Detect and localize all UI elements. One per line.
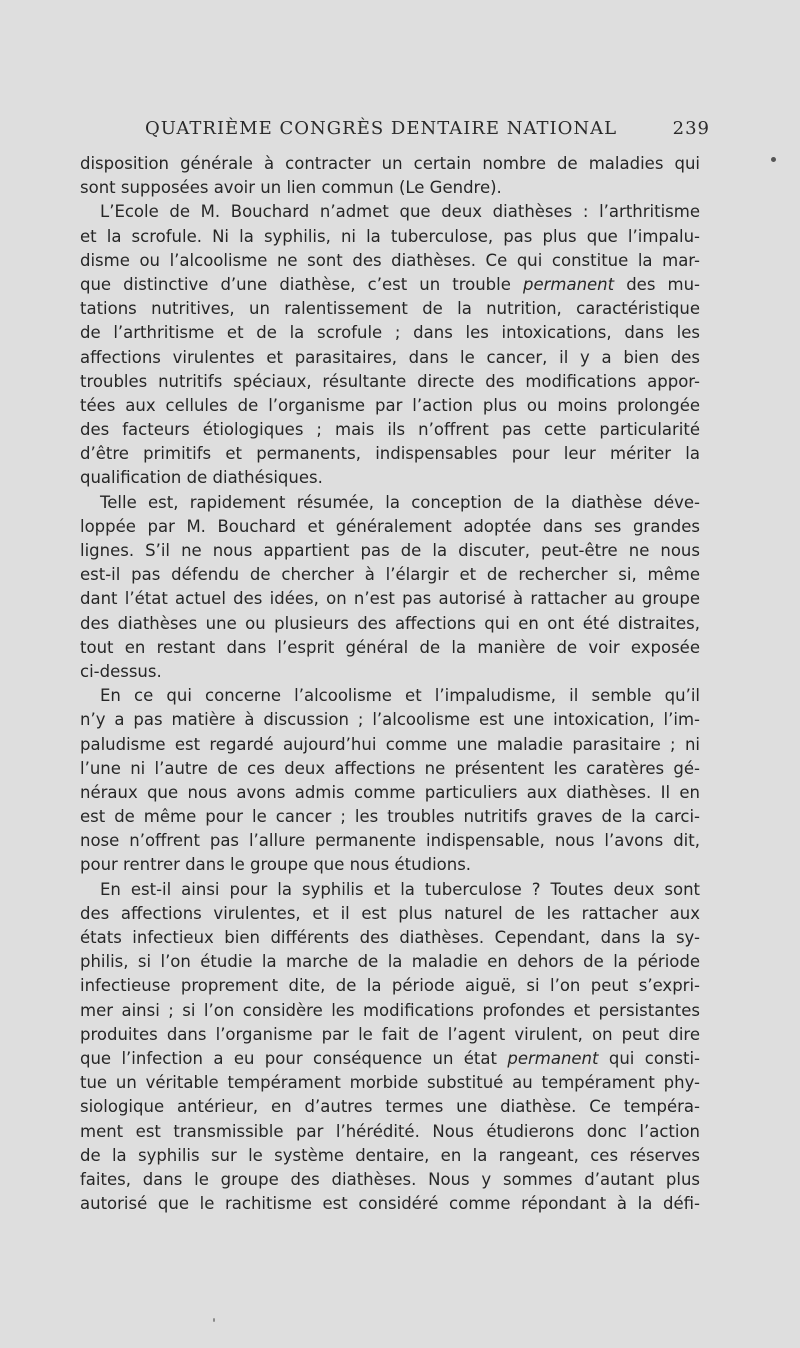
text-segment: produites dans l’organisme par le fait de l’agent virulent, on peut dire xyxy=(80,1024,700,1044)
text-line xyxy=(80,660,700,684)
text-segment: n’y a pas matière à discussion ; l’alcoolisme est une intoxication, l’im- xyxy=(80,710,700,730)
text-line xyxy=(80,708,700,732)
text-segment: néraux que nous avons admis comme particuliers aux diathèses. Il en xyxy=(80,782,700,802)
body-text xyxy=(80,152,700,1216)
text-segment: que distinctive d’une diathèse, c’est un trouble xyxy=(80,274,523,294)
text-line xyxy=(80,515,700,539)
text-segment: pour rentrer dans le groupe que nous étudions. xyxy=(80,855,472,875)
text-line xyxy=(80,684,700,708)
text-segment: ment est transmissible par l’hérédité. Nous étudierons donc l’action xyxy=(80,1121,700,1141)
text-segment: En ce qui concerne l’alcoolisme et l’impaludisme, il semble qu’il xyxy=(100,686,700,706)
text-segment: troubles nutritifs spéciaux, résultante directe des modifications appor- xyxy=(80,371,700,391)
text-line xyxy=(80,853,700,877)
text-segment: est-il pas défendu de chercher à l’élargir et de rechercher si, même xyxy=(80,565,700,585)
text-line xyxy=(80,370,700,394)
text-line xyxy=(80,757,700,781)
text-segment: disposition générale à contracter un certain nombre de maladies qui xyxy=(80,154,700,173)
paper-speck xyxy=(213,1318,215,1322)
text-segment: tue un véritable tempérament morbide substitué au tempérament phy- xyxy=(80,1073,700,1093)
text-line xyxy=(80,878,700,902)
text-segment: autorisé que le rachitisme est considéré comme répondant à la défi- xyxy=(80,1194,700,1214)
text-line xyxy=(80,200,700,224)
text-line xyxy=(80,999,700,1023)
text-line xyxy=(80,418,700,442)
text-line xyxy=(80,926,700,950)
text-line xyxy=(80,974,700,998)
text-line xyxy=(80,273,700,297)
page-number: 239 xyxy=(672,118,710,139)
text-segment: que l’infection a eu pour conséquence un état xyxy=(80,1048,508,1068)
text-line xyxy=(80,733,700,757)
text-line xyxy=(80,829,700,853)
text-segment: des affections virulentes, et il est plus naturel de les rattacher aux xyxy=(80,903,700,923)
text-line xyxy=(80,152,700,176)
text-line xyxy=(80,225,700,249)
text-line xyxy=(80,1120,700,1144)
text-line xyxy=(80,1071,700,1095)
text-segment: philis, si l’on étudie la marche de la maladie en dehors de la période xyxy=(80,952,700,972)
text-segment: dant l’état actuel des idées, on n’est pas autorisé à rattacher au groupe xyxy=(80,589,700,609)
text-segment: disme ou l’alcoolisme ne sont des diathèses. Ce qui constitue la mar- xyxy=(80,250,700,270)
text-line xyxy=(80,1047,700,1071)
text-segment: qualification de diathésiques. xyxy=(80,468,323,488)
running-title: QUATRIÈME CONGRÈS DENTAIRE NATIONAL xyxy=(145,118,618,139)
text-segment: affections virulentes et parasitaires, dans le cancer, il y a bien des xyxy=(80,347,700,367)
text-segment: infectieuse proprement dite, de la période aiguë, si l’on peut s’expri- xyxy=(80,976,700,996)
text-line xyxy=(80,1095,700,1119)
text-line xyxy=(80,539,700,563)
text-segment: qui consti- xyxy=(598,1048,700,1068)
text-segment: Telle est, rapidement résumée, la conception de la diathèse déve- xyxy=(100,492,700,512)
text-line xyxy=(80,1192,700,1216)
text-segment: paludisme est regardé aujourd’hui comme une maladie parasitaire ; ni xyxy=(80,734,700,754)
text-segment: lignes. S’il ne nous appartient pas de la discuter, peut-être ne nous xyxy=(80,541,700,560)
text-segment: des diathèses une ou plusieurs des affections qui en ont été distraites, xyxy=(80,613,700,633)
text-segment: tout en restant dans l’esprit général de la manière de voir exposée xyxy=(80,637,700,657)
text-line xyxy=(80,1168,700,1192)
text-line xyxy=(80,781,700,805)
text-line xyxy=(80,466,700,490)
text-line xyxy=(80,805,700,829)
text-line xyxy=(80,1144,700,1168)
text-segment: ci-dessus. xyxy=(80,661,162,681)
text-line xyxy=(80,563,700,587)
text-line xyxy=(80,636,700,660)
text-segment: mer ainsi ; si l’on considère les modifications profondes et persistantes xyxy=(80,1000,700,1020)
text-segment: nose n’offrent pas l’allure permanente indispensable, nous l’avons dit, xyxy=(80,831,700,851)
text-line xyxy=(80,612,700,636)
text-segment: sont supposées avoir un lien commun (Le Gendre). xyxy=(80,178,502,198)
text-segment: faites, dans le groupe des diathèses. Nous y sommes d’autant plus xyxy=(80,1169,700,1189)
text-line xyxy=(80,346,700,370)
text-segment: de l’arthritisme et de la scrofule ; dans les intoxications, dans les xyxy=(80,323,700,343)
text-segment: des mu- xyxy=(614,274,700,294)
text-segment: En est-il ainsi pour la syphilis et la tuberculose ? Toutes deux sont xyxy=(100,879,700,899)
text-line xyxy=(80,902,700,926)
text-line xyxy=(80,442,700,466)
text-segment: l’une ni l’autre de ces deux affections ne présentent les caratères gé- xyxy=(80,758,700,778)
text-line xyxy=(80,297,700,321)
text-segment: loppée par M. Bouchard et généralement adoptée dans ses grandes xyxy=(80,516,700,536)
text-segment: siologique antérieur, en d’autres termes une diathèse. Ce tempéra- xyxy=(80,1097,700,1117)
text-segment: tations nutritives, un ralentissement de la nutrition, caractéristique xyxy=(80,299,700,319)
text-line xyxy=(80,587,700,611)
text-segment: L’Ecole de M. Bouchard n’admet que deux diathèses : l’arthritisme xyxy=(100,202,700,222)
text-line xyxy=(80,394,700,418)
italic-word: permanent xyxy=(522,274,615,294)
paper-speck xyxy=(771,157,776,162)
page-header xyxy=(145,118,710,148)
text-line xyxy=(80,491,700,515)
text-segment: tées aux cellules de l’organisme par l’action plus ou moins prolongée xyxy=(80,395,700,415)
text-segment: est de même pour le cancer ; les troubles nutritifs graves de la carci- xyxy=(80,807,700,827)
text-line xyxy=(80,249,700,273)
text-line xyxy=(80,950,700,974)
text-segment: et la scrofule. Ni la syphilis, ni la tuberculose, pas plus que l’impalu- xyxy=(80,226,700,246)
text-line xyxy=(80,176,700,200)
text-segment: de la syphilis sur le système dentaire, en la rangeant, ces réserves xyxy=(80,1145,700,1165)
text-segment: des facteurs étiologiques ; mais ils n’offrent pas cette particularité xyxy=(80,420,700,440)
text-line xyxy=(80,321,700,345)
text-segment: états infectieux bien différents des diathèses. Cependant, dans la sy- xyxy=(80,928,700,947)
text-line xyxy=(80,1023,700,1047)
italic-word: permanent xyxy=(507,1048,599,1068)
text-segment: d’être primitifs et permanents, indispensables pour leur mériter la xyxy=(80,444,700,464)
